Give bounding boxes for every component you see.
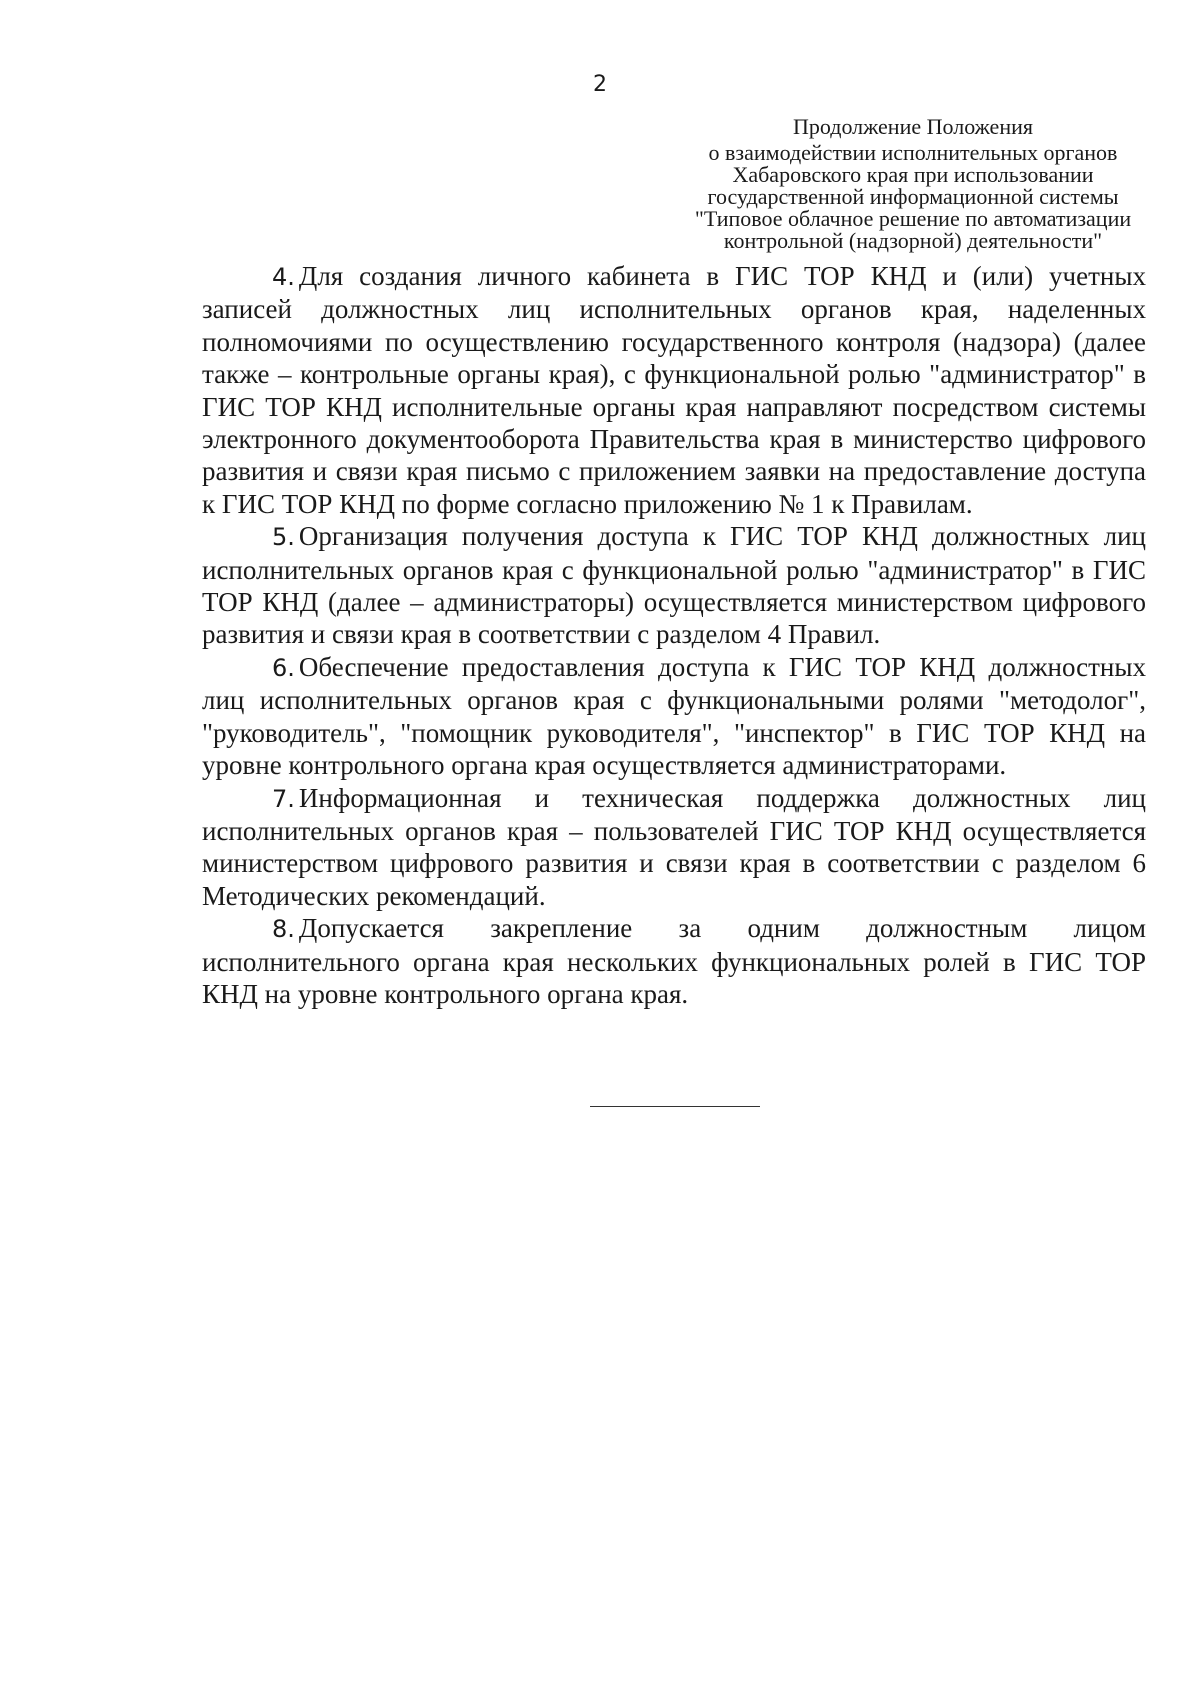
end-of-document-line — [590, 1106, 760, 1107]
paragraph-6 — [202, 651, 1146, 782]
header-line: Продолжение Положения — [793, 114, 1033, 139]
page-number: 2 — [593, 72, 607, 97]
paragraph-number: 5. — [272, 523, 295, 552]
paragraph-number: 7. — [272, 784, 295, 813]
paragraph-number: 8. — [272, 915, 295, 944]
paragraph-7 — [202, 782, 1146, 913]
header-line: о взаимодействии исполнительных органов — [708, 140, 1118, 165]
header-line: контрольной (надзорной) деятельности" — [723, 228, 1103, 253]
paragraph-5 — [202, 520, 1146, 651]
document-body — [202, 260, 1146, 1010]
paragraph-number: 6. — [272, 653, 295, 682]
paragraph-text: Для создания личного кабинета в ГИС ТОР КНД и (или) учетных записей должностных лиц исполнительных органов края, наделенных полномочиями по осуществлению государственного контроля (надзора) (далее также – контрольные органы края), с функциональной ролью "администратор" в ГИС ТОР КНД исполнительные органы края направляют посредством системы электронного документооборота Правительства края в министерство цифрового развития и связи края письмо с приложением заявки на предоставление доступа к ГИС ТОР КНД по форме согласно приложению № 1 к Правилам. — [202, 261, 1146, 519]
header-line: государственной информационной системы — [707, 184, 1119, 209]
paragraph-text: Информационная и техническая поддержка должностных лиц исполнительных органов края – пользователей ГИС ТОР КНД осуществляется министерством цифрового развития и связи края в соответствии с разделом 6 Методических рекомендаций. — [202, 782, 1146, 911]
paragraph-8 — [202, 912, 1146, 1010]
paragraph-text: Обеспечение предоставления доступа к ГИС ТОР КНД должностных лиц исполнительных органов края с функциональными ролями "методолог", "руководитель", "помощник руководителя", "инспектор" в ГИС ТОР КНД на уровне контрольного органа края осуществляется администраторами. — [202, 651, 1146, 781]
document-continuation-header — [660, 116, 1166, 252]
header-line: Хабаровского края при использовании — [732, 162, 1094, 187]
paragraph-text: Организация получения доступа к ГИС ТОР КНД должностных лиц исполнительных органов края с функциональной ролью "администратор" в ГИС ТОР КНД (далее – администраторы) осуществляется министерством цифрового развития и связи края в соответствии с разделом 4 Правил. — [202, 521, 1146, 650]
paragraph-number: 4. — [272, 263, 295, 291]
paragraph-4 — [202, 260, 1146, 520]
paragraph-text: Допускается закрепление за одним должностным лицом исполнительного органа края нескольких функциональных ролей в ГИС ТОР КНД на уровне контрольного органа края. — [202, 913, 1146, 1009]
header-line: "Типовое облачное решение по автоматизации — [694, 206, 1132, 231]
